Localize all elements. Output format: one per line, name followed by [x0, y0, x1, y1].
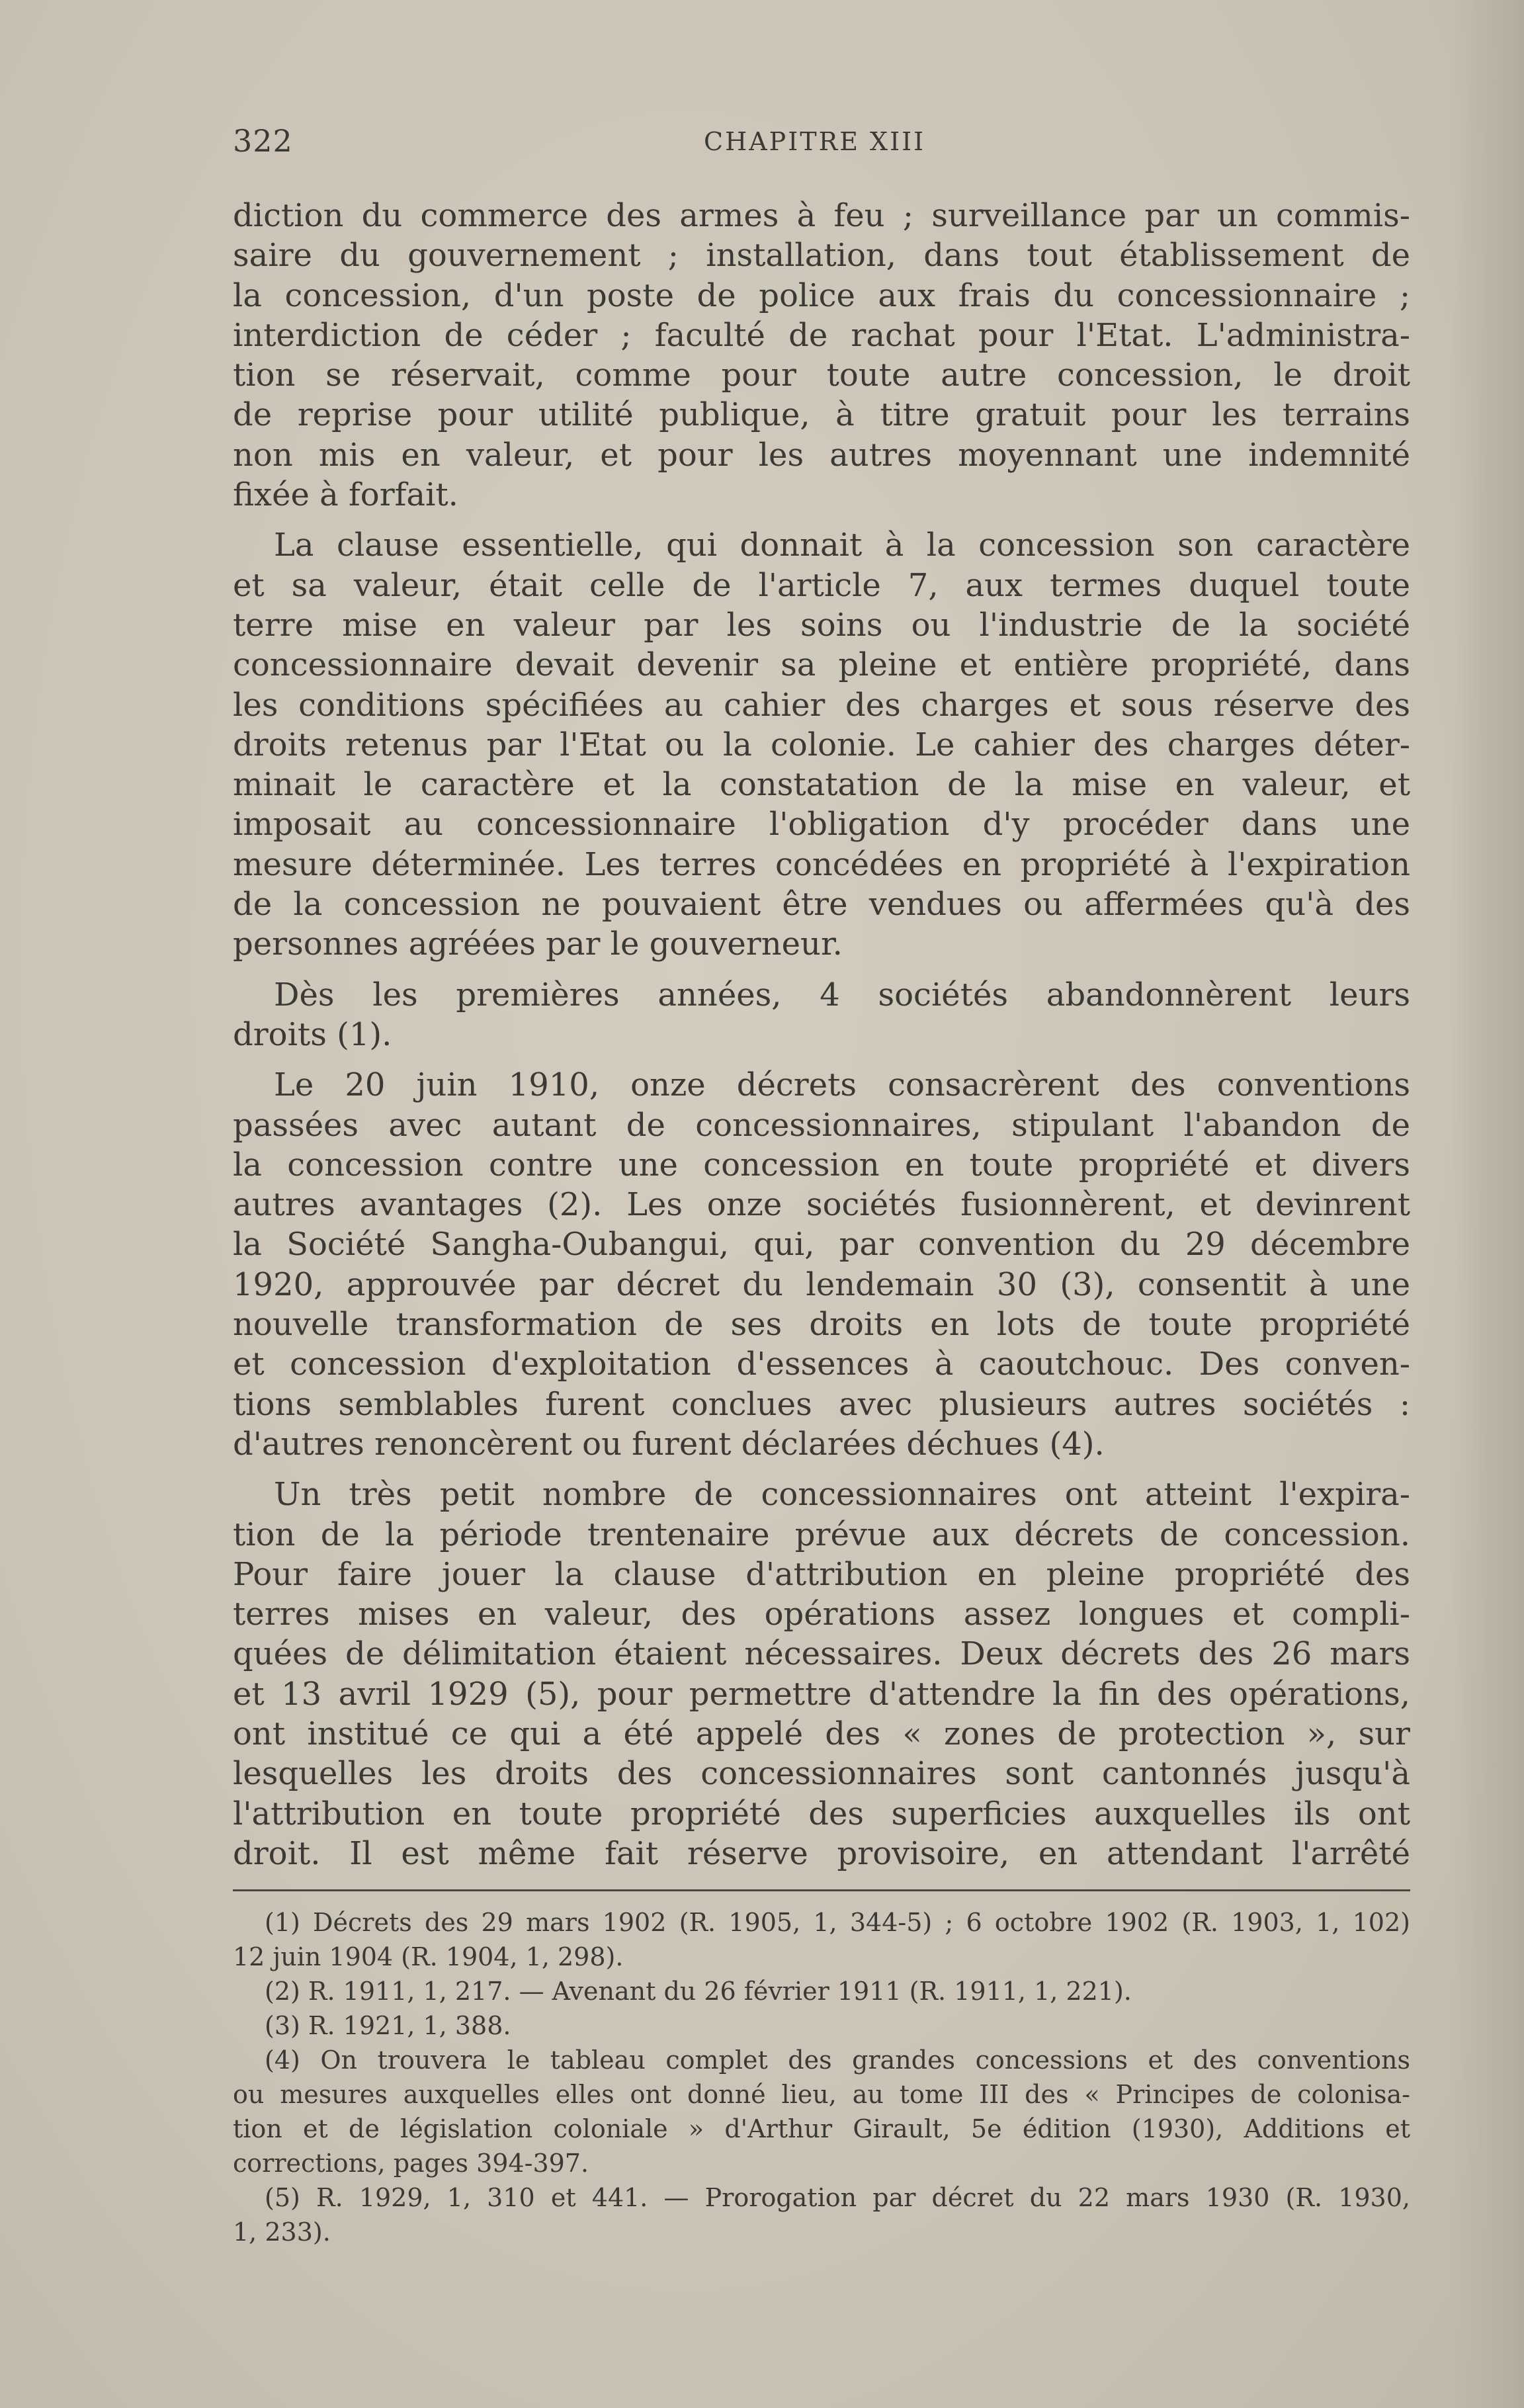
body-line: et sa valeur, était celle de l'article 7, aux termes duquel toute — [233, 566, 1410, 604]
footnote-line: (3) R. 1921, 1, 388. — [265, 2011, 511, 2040]
body-line: mesure déterminée. Les terres concédées en propriété à l'expiration — [233, 845, 1410, 883]
body-line: autres avantages (2). Les onze sociétés fusionnèrent, et devinrent — [233, 1186, 1410, 1224]
body-line: fixée à forfait. — [233, 476, 458, 514]
paragraph-gap — [233, 1464, 1410, 1475]
paragraph-gap — [233, 965, 1410, 975]
body-line: d'autres renoncèrent ou furent déclarées déchues (4). — [233, 1425, 1105, 1463]
page-edge-shadow — [1451, 0, 1524, 2408]
body-line: minait le caractère et la constatation de la mise en valeur, et — [233, 766, 1410, 804]
footnote-rule — [233, 1889, 1410, 1891]
body-line: La clause essentielle, qui donnait à la concession son caractère — [274, 527, 1410, 564]
body-line: terre mise en valeur par les soins ou l'industrie de la société — [233, 606, 1410, 644]
body-line: 1920, approuvée par décret du lendemain 30 (3), consentit à une — [233, 1266, 1410, 1303]
body-line: saire du gouvernement ; installation, dans tout établissement de — [233, 237, 1410, 275]
body-line: la Société Sangha-Oubangui, qui, par convention du 29 décembre — [233, 1226, 1410, 1264]
body-line: Le 20 juin 1910, onze décrets consacrèrent des conventions — [274, 1066, 1410, 1104]
body-line: non mis en valeur, et pour les autres moyennant une indemnité — [233, 436, 1410, 474]
body-line: de la concession ne pouvaient être vendues ou affermées qu'à des — [233, 886, 1410, 924]
body-line: Pour faire jouer la clause d'attribution en pleine propriété des — [233, 1555, 1410, 1593]
body-line: lesquelles les droits des concessionnaires sont cantonnés jusqu'à — [233, 1755, 1410, 1793]
footnotes — [233, 1905, 1410, 2249]
paragraph-gap — [233, 515, 1410, 525]
body-line: diction du commerce des armes à feu ; surveillance par un commis- — [233, 197, 1410, 234]
body-line: terres mises en valeur, des opérations assez longues et compli- — [233, 1596, 1410, 1633]
footnote-line: 1, 233). — [233, 2217, 331, 2247]
footnote-line: (1) Décrets des 29 mars 1902 (R. 1905, 1, 344-5) ; 6 octobre 1902 (R. 1903, 1, 102) — [265, 1908, 1410, 1937]
body-line: droit. Il est même fait réserve provisoire, en attendant l'arrêté — [233, 1834, 1410, 1872]
running-head: CHAPITRE XIII — [704, 127, 926, 156]
body-line: et concession d'exploitation d'essences à caoutchouc. Des conven- — [233, 1346, 1410, 1383]
body-line: tion de la période trentenaire prévue aux décrets de concession. — [233, 1516, 1410, 1553]
body-line: les conditions spécifiées au cahier des charges et sous réserve des — [233, 686, 1410, 724]
body-line: tions semblables furent conclues avec plusieurs autres sociétés : — [233, 1385, 1410, 1423]
body-line: quées de délimitation étaient nécessaires. Deux décrets des 26 mars — [233, 1635, 1410, 1673]
body-line: personnes agréées par le gouverneur. — [233, 925, 843, 963]
body-line: la concession, d'un poste de police aux frais du concessionnaire ; — [233, 277, 1410, 314]
footnote-line: (2) R. 1911, 1, 217. — Avenant du 26 février 1911 (R. 1911, 1, 221). — [265, 1977, 1132, 2006]
body-line: droits retenus par l'Etat ou la colonie. Le cahier des charges déter- — [233, 726, 1410, 763]
body-line: imposait au concessionnaire l'obligation d'y procéder dans une — [233, 806, 1410, 843]
body-line: Dès les premières années, 4 sociétés abandonnèrent leurs — [274, 976, 1410, 1013]
body-text — [233, 196, 1410, 1873]
body-line: et 13 avril 1929 (5), pour permettre d'attendre la fin des opérations, — [233, 1675, 1410, 1713]
body-line: tion se réservait, comme pour toute autre concession, le droit — [233, 357, 1410, 394]
body-line: passées avec autant de concessionnaires, stipulant l'abandon de — [233, 1106, 1410, 1144]
body-line: nouvelle transformation de ses droits en lots de toute propriété — [233, 1306, 1410, 1344]
body-line: droits (1). — [233, 1015, 392, 1053]
page-header — [233, 123, 1410, 163]
footnote-line: corrections, pages 394-397. — [233, 2149, 589, 2178]
body-line: Un très petit nombre de concessionnaires ont atteint l'expira- — [274, 1476, 1410, 1514]
footnote-line: (5) R. 1929, 1, 310 et 441. — Prorogation par décret du 22 mars 1930 (R. 1930, — [265, 2183, 1410, 2212]
body-line: interdiction de céder ; faculté de rachat pour l'Etat. L'administra- — [233, 316, 1410, 354]
body-line: concessionnaire devait devenir sa pleine et entière propriété, dans — [233, 646, 1410, 684]
body-line: ont institué ce qui a été appelé des « zones de protection », sur — [233, 1715, 1410, 1752]
body-line: l'attribution en toute propriété des superficies auxquelles ils ont — [233, 1795, 1410, 1832]
body-line: la concession contre une concession en toute propriété et divers — [233, 1146, 1410, 1183]
body-line: de reprise pour utilité publique, à titre gratuit pour les terrains — [233, 396, 1410, 434]
footnote-line: (4) On trouvera le tableau complet des grandes concessions et des conventions — [265, 2045, 1410, 2075]
footnote-line: ou mesures auxquelles elles ont donné lieu, au tome III des « Principes de colonisa- — [233, 2080, 1410, 2109]
footnote-line: tion et de législation coloniale » d'Arthur Girault, 5e édition (1930), Additions et — [233, 2114, 1410, 2143]
paragraph-gap — [233, 1054, 1410, 1065]
page-number: 322 — [233, 123, 293, 159]
footnote-line: 12 juin 1904 (R. 1904, 1, 298). — [233, 1942, 624, 1971]
